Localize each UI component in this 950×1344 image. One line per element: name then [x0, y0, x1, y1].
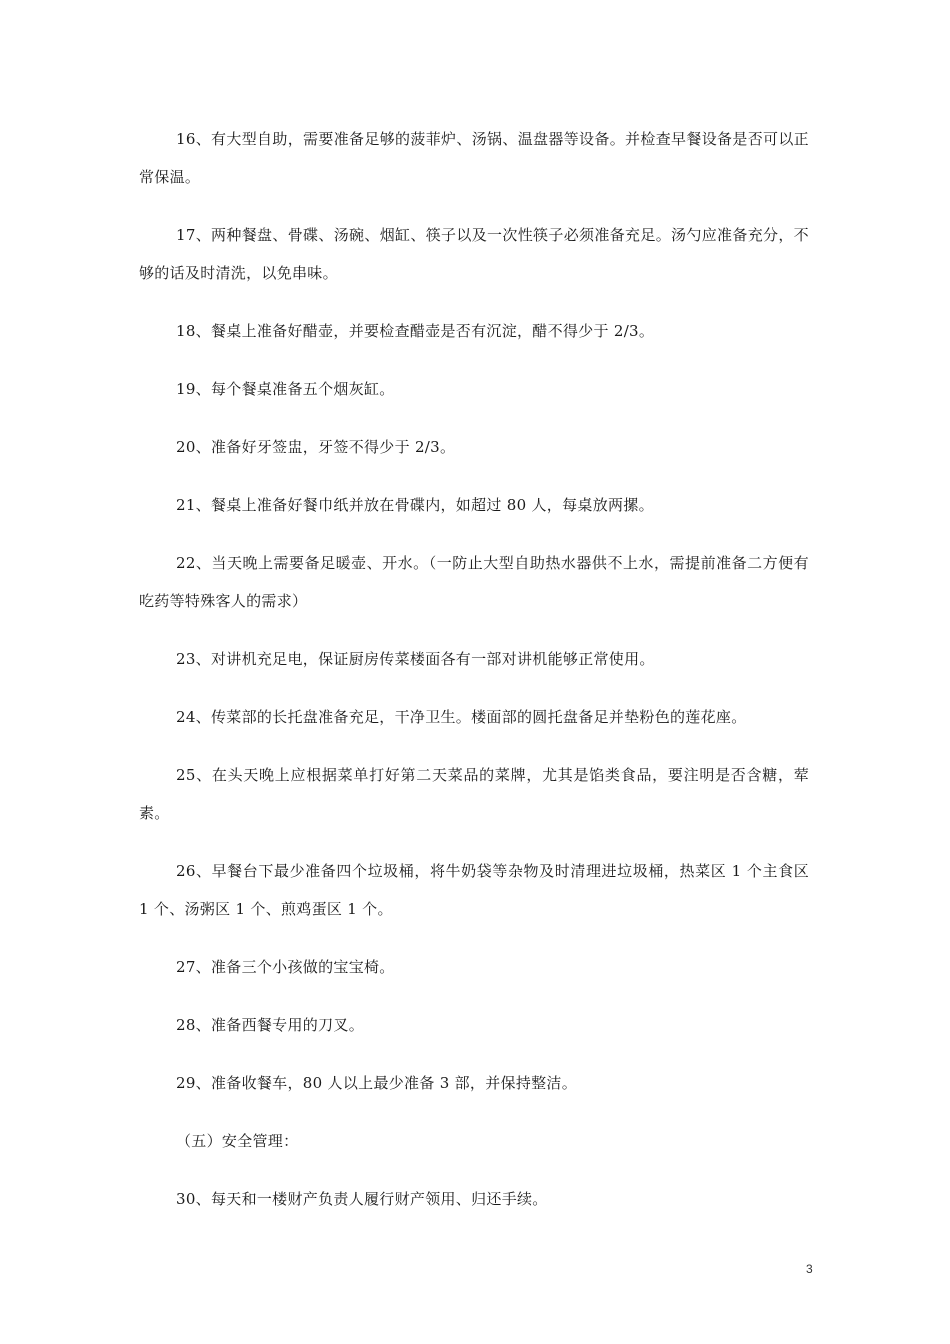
paragraph-item-23: 23、对讲机充足电，保证厨房传菜楼面各有一部对讲机能够正常使用。 — [176, 650, 655, 668]
paragraph-item-29: 29、准备收餐车，80 人以上最少准备 3 部，并保持整洁。 — [176, 1074, 578, 1092]
paragraph-item-17: 17、两种餐盘、骨碟、汤碗、烟缸、筷子以及一次性筷子必须准备充足。汤勺应准备充分，不够的话及时清洗，以免串味。 — [139, 226, 809, 282]
paragraph-item-20: 20、准备好牙签盅，牙签不得少于 2/3。 — [176, 438, 456, 456]
paragraph-item-28: 28、准备西餐专用的刀叉。 — [176, 1016, 364, 1034]
paragraph-item-24: 24、传菜部的长托盘准备充足，干净卫生。楼面部的圆托盘备足并垫粉色的莲花座。 — [176, 708, 747, 726]
paragraph-item-16: 16、有大型自助，需要准备足够的菠菲炉、汤锅、温盘器等设备。并检查早餐设备是否可以正常保温。 — [139, 130, 809, 186]
paragraph-item-27: 27、准备三个小孩做的宝宝椅。 — [176, 958, 395, 976]
paragraph-item-26: 26、早餐台下最少准备四个垃圾桶，将牛奶袋等杂物及时清理进垃圾桶，热菜区 1 个主食区 1 个、汤粥区 1 个、煎鸡蛋区 1 个。 — [139, 862, 809, 918]
paragraph-item-18: 18、餐桌上准备好醋壶，并要检查醋壶是否有沉淀，醋不得少于 2/3。 — [176, 322, 655, 340]
paragraph-item-25: 25、在头天晚上应根据菜单打好第二天菜品的菜牌，尤其是馅类食品，要注明是否含糖，荤素。 — [139, 766, 809, 822]
paragraph-item-19: 19、每个餐桌准备五个烟灰缸。 — [176, 380, 395, 398]
paragraph-item-22: 22、当天晚上需要备足暖壶、开水。（一防止大型自助热水器供不上水，需提前准备二方便有吃药等特殊客人的需求） — [139, 554, 809, 610]
paragraph-item-21: 21、餐桌上准备好餐巾纸并放在骨碟内，如超过 80 人，每桌放两摞。 — [176, 496, 654, 514]
paragraph-item-30: 30、每天和一楼财产负责人履行财产领用、归还手续。 — [176, 1190, 548, 1208]
section-heading-safety: （五）安全管理： — [176, 1132, 299, 1150]
document-body — [139, 120, 809, 1238]
page-number: 3 — [806, 1262, 813, 1276]
